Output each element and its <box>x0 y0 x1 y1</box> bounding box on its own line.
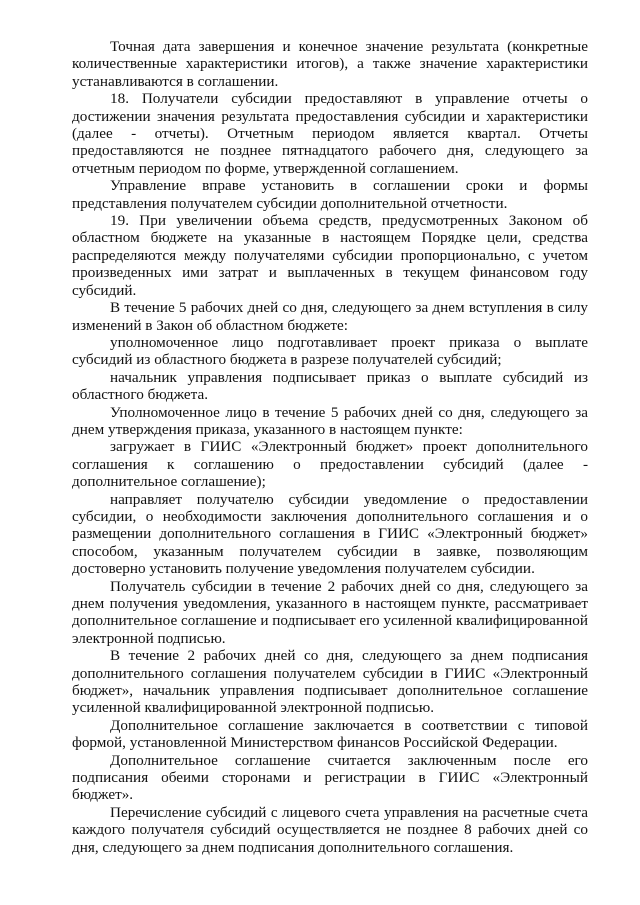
paragraph-result-date: Точная дата завершения и конечное значение результата (конкретные количественные характеристики итогов), а также значение характеристики устанавливаются в соглашении. <box>72 38 588 90</box>
document-page <box>72 38 588 856</box>
paragraph-within-5-days: В течение 5 рабочих дней со дня, следующего за днем вступления в силу изменений в Закон об областном бюджете: <box>72 299 588 334</box>
paragraph-standard-form: Дополнительное соглашение заключается в соответствии с типовой формой, установленной Министерством финансов Российской Федерации. <box>72 716 588 752</box>
paragraph-authorized-person: Уполномоченное лицо в течение 5 рабочих дней со дня, следующего за днем утверждения приказа, указанного в настоящем пункте: <box>72 403 588 438</box>
paragraph-item-18: 18. Получатели субсидии предоставляют в управление отчеты о достижении значения результата предоставления субсидии и характеристики (далее - отчеты). Отчетным периодом является квартал. Отчеты предоставляются не позднее пятнадцатого рабочего дня, следующего за отчетным периодом по форме, утвержденной соглашением. <box>72 90 588 177</box>
paragraph-additional-reporting: Управление вправе установить в соглашении сроки и формы представления получателем субсидии дополнительной отчетности. <box>72 177 588 212</box>
paragraph-recipient-signs: Получатель субсидии в течение 2 рабочих дней со дня, следующего за днем получения уведомления, указанного в настоящем пункте, рассматривает дополнительное соглашение и подписывает его усиленной квалифицированной электронной подписью. <box>72 577 588 647</box>
paragraph-prepare-order: уполномоченное лицо подготавливает проект приказа о выплате субсидий из областного бюджета в разрезе получателей субсидий; <box>72 333 588 369</box>
paragraph-send-notice: направляет получателю субсидии уведомление о предоставлении субсидии, о необходимости заключения дополнительного соглашения и о размещении дополнительного соглашения в ГИИС «Электронный бюджет» способом, указанным получателем субсидии в заявке, позволяющим достоверно установить получение уведомления получателем субсидии. <box>72 490 588 578</box>
paragraph-agreement-concluded: Дополнительное соглашение считается заключенным после его подписания обеими сторонами и регистрации в ГИИС «Электронный бюджет». <box>72 751 588 804</box>
paragraph-head-signs: В течение 2 рабочих дней со дня, следующего за днем подписания дополнительного соглашения получателем субсидии в ГИИС «Электронный бюджет», начальник управления подписывает дополнительное соглашение усиленной квалифицированной электронной подписью. <box>72 647 588 717</box>
paragraph-upload-draft: загружает в ГИИС «Электронный бюджет» проект дополнительного соглашения к соглашению о предоставлении субсидий (далее - дополнительное соглашение); <box>72 438 588 491</box>
paragraph-item-19: 19. При увеличении объема средств, предусмотренных Законом об областном бюджете на указанные в настоящем Порядке цели, средства распределяются между получателями субсидии пропорционально, с учетом произведенных ими затрат и выплаченных в текущем финансовом году субсидий. <box>72 212 588 299</box>
paragraph-sign-order: начальник управления подписывает приказ о выплате субсидий из областного бюджета. <box>72 368 588 404</box>
paragraph-transfer-subsidies: Перечисление субсидий с лицевого счета управления на расчетные счета каждого получателя субсидий осуществляется не позднее 8 рабочих дней со дня, следующего за днем подписания дополнительного соглашения. <box>72 803 588 856</box>
